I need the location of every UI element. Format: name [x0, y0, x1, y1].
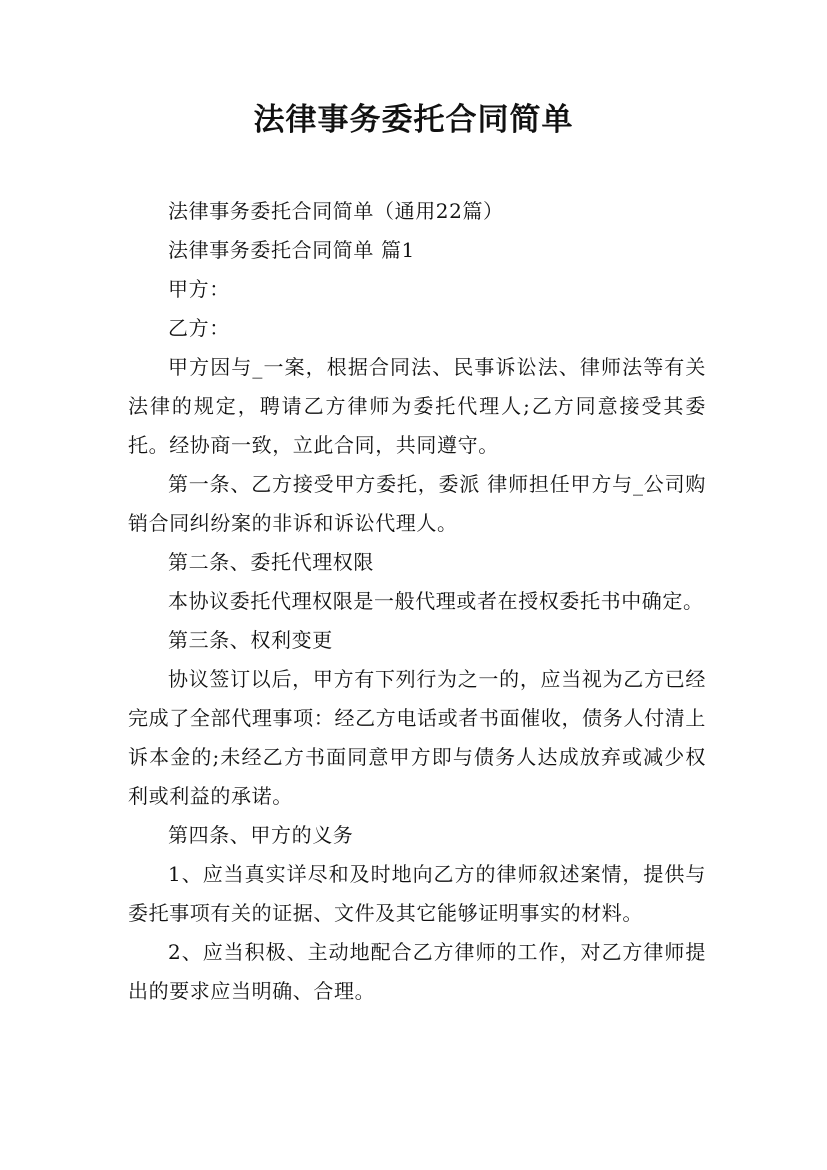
article-3-paragraph: 协议签订以后，甲方有下列行为之一的，应当视为乙方已经完成了全部代理事项：经乙方电话或者书面催收，债务人付清上诉本金的;未经乙方书面同意甲方即与债务人达成放弃或减少权利或利益的承诺。 — [128, 667, 706, 808]
party-a-line: 甲方： — [168, 277, 230, 301]
article-4-heading: 第四条、甲方的义务 — [168, 823, 354, 847]
subtitle-line: 法律事务委托合同简单（通用22篇） — [168, 199, 504, 223]
article-4-item-1: 1、应当真实详尽和及时地向乙方的律师叙述案情，提供与委托事项有关的证据、文件及其它能够证明事实的材料。 — [128, 862, 706, 925]
document-title: 法律事务委托合同简单 — [253, 102, 574, 138]
article-2-paragraph: 本协议委托代理权限是一般代理或者在授权委托书中确定。 — [168, 589, 704, 613]
document-body — [128, 192, 706, 1011]
preamble-paragraph: 甲方因与_一案，根据合同法、民事诉讼法、律师法等有关法律的规定，聘请乙方律师为委托代理人;乙方同意接受其委托。经协商一致，立此合同，共同遵守。 — [128, 355, 706, 457]
party-b-line: 乙方： — [168, 316, 230, 340]
article-3-heading: 第三条、权利变更 — [168, 628, 333, 652]
article-4-item-2: 2、应当积极、主动地配合乙方律师的工作，对乙方律师提出的要求应当明确、合理。 — [128, 940, 706, 1003]
article-2-heading: 第二条、委托代理权限 — [168, 550, 374, 574]
section-heading: 法律事务委托合同简单 篇1 — [168, 238, 415, 262]
article-1-paragraph: 第一条、乙方接受甲方委托，委派 律师担任甲方与_公司购销合同纠纷案的非诉和诉讼代理人。 — [128, 472, 706, 535]
